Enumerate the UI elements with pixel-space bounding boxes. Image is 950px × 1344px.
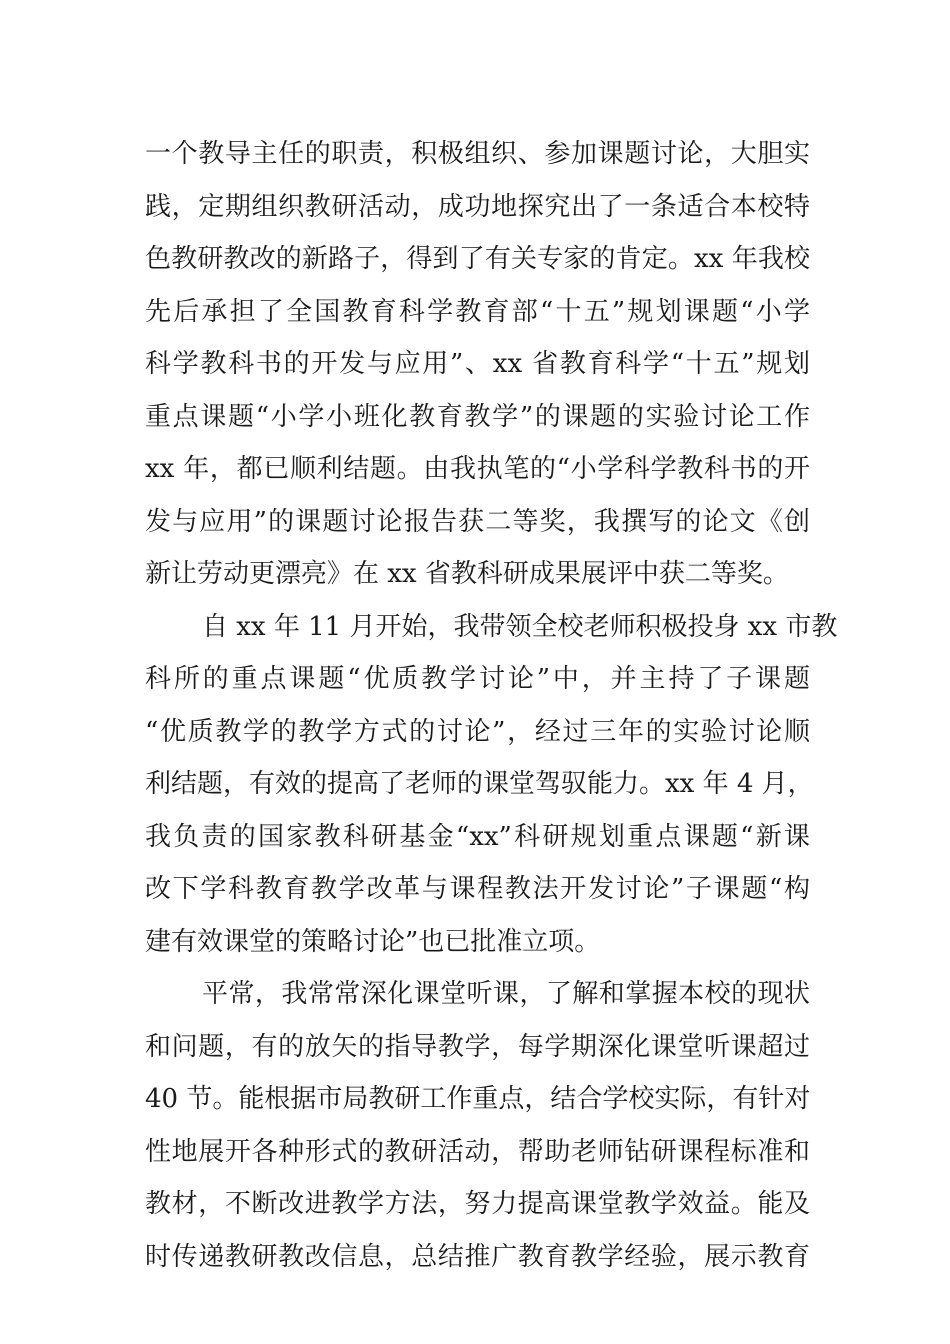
- text-line: 自 xx 年 11 月开始，我带领全校老师积极投身 xx 市教: [202, 611, 838, 642]
- text-line: 和问题，有的放矢的指导教学，每学期深化课堂听课超过: [145, 1031, 810, 1062]
- text-line: 利结题，有效的提高了老师的课堂驾驭能力。xx 年 4 月，: [145, 769, 814, 799]
- text-line: 时传递教研教改信息，总结推广教育教学经验，展示教育: [145, 1241, 810, 1272]
- text-line: 改下学科教育教学改革与课程教法开发讨论”子课题“构: [145, 874, 810, 904]
- paragraph-2: [145, 601, 838, 969]
- text-line: 一个教导主任的职责，积极组织、参加课题讨论，大胆实: [145, 139, 810, 169]
- document-body: [145, 128, 838, 1283]
- paragraph-3: [145, 968, 810, 1283]
- paragraph-1: [145, 128, 810, 601]
- text-line: 教材，不断改进教学方法，努力提高课堂教学效益。能及: [145, 1189, 810, 1219]
- text-line: 发与应用”的课题讨论报告获二等奖，我撰写的论文《创: [145, 506, 810, 537]
- text-line: 性地展开各种形式的教研活动，帮助老师钻研课程标准和: [145, 1136, 810, 1167]
- text-line: “优质教学的教学方式的讨论”，经过三年的实验讨论顺: [145, 716, 810, 747]
- text-line: 先后承担了全国教育科学教育部“十五”规划课题“小学: [145, 296, 810, 327]
- text-line: 我负责的国家教科研基金“xx”科研规划重点课题“新课: [145, 821, 810, 852]
- text-line: 40 节。能根据市局教研工作重点，结合学校实际，有针对: [145, 1084, 811, 1114]
- text-line: 建有效课堂的策略讨论”也已批准立项。: [145, 926, 601, 957]
- text-line: 科所的重点课题“优质教学讨论”中，并主持了子课题: [145, 664, 810, 694]
- text-line: 践，定期组织教研活动，成功地探究出了一条适合本校特: [145, 191, 810, 222]
- text-line: xx 年，都已顺利结题。由我执笔的“小学科学教科书的开: [145, 454, 810, 484]
- text-line: 重点课题“小学小班化教育教学”的课题的实验讨论工作: [145, 401, 810, 432]
- text-line: 科学教科书的开发与应用”、xx 省教育科学“十五”规划: [145, 349, 810, 379]
- text-line: 新让劳动更漂亮》在 xx 省教科研成果展评中获二等奖。: [145, 559, 789, 589]
- text-line: 色教研教改的新路子，得到了有关专家的肯定。xx 年我校: [145, 244, 810, 274]
- text-line: 平常，我常常深化课堂听课，了解和掌握本校的现状: [202, 979, 810, 1009]
